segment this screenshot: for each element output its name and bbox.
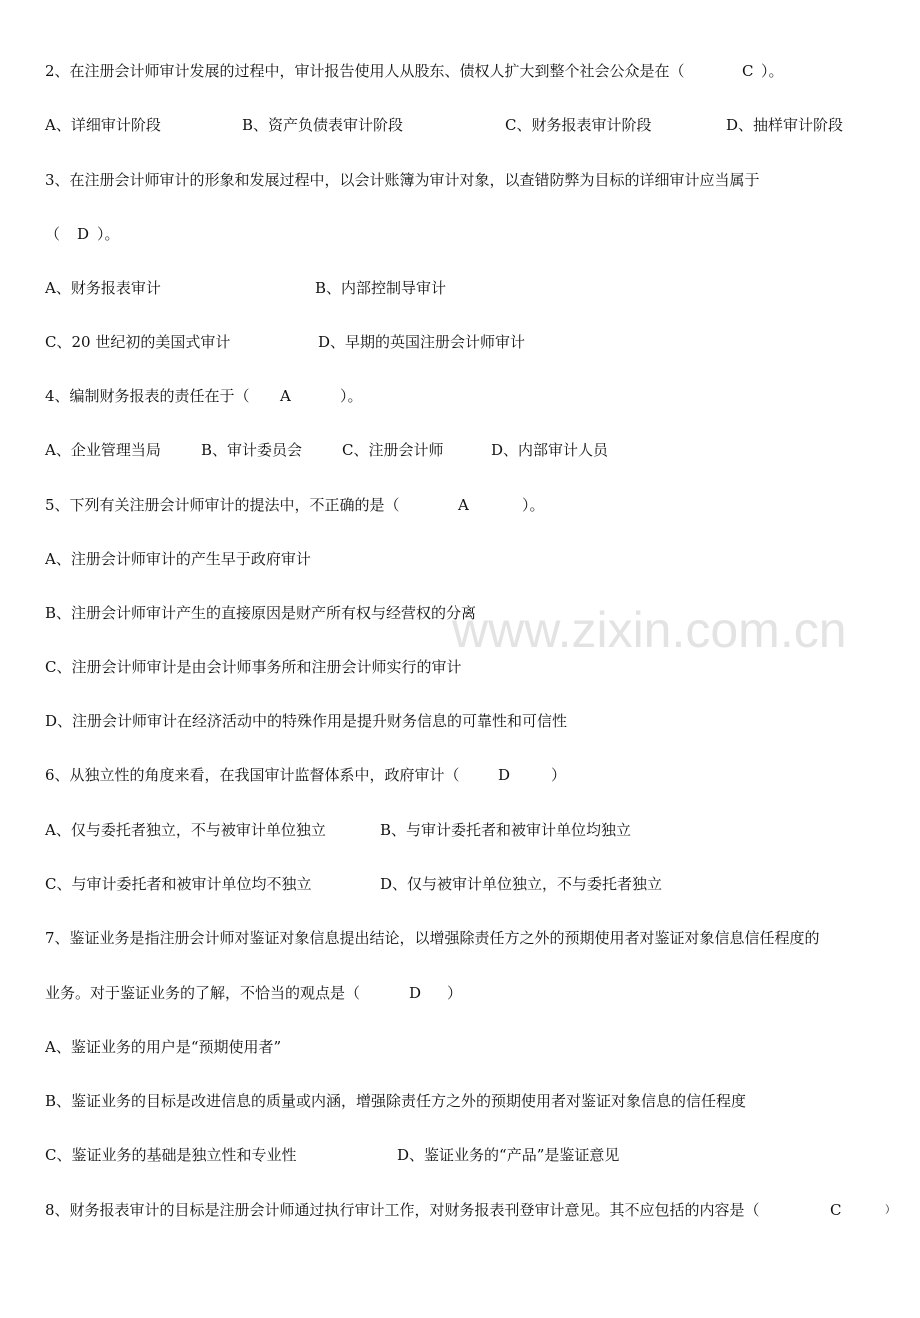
question-2-option-c: C、财务报表审计阶段 [505,116,652,134]
question-7-option-b: B、鉴证业务的目标是改进信息的质量或内涵，增强除责任方之外的预期使用者对鉴证对象信息的信任程度 [45,1092,747,1110]
question-2-option-b: B、资产负债表审计阶段 [242,116,404,134]
question-3-stem-line [45,168,760,192]
question-6-option-b: B、与审计委托者和被审计单位均独立 [380,821,632,839]
question-3-option-b: B、内部控制导审计 [315,279,447,297]
question-5-option-c-line [45,655,462,679]
question-4-option-b: B、审计委员会 [201,441,303,459]
question-5-stem: 5、下列有关注册会计师审计的提法中，不正确的是（ [45,496,400,514]
question-3-option-c: C、20 世纪初的美国式审计 [45,333,231,351]
watermark: www.zixin.com.cn [452,602,847,658]
question-6-option-d: D、仅与被审计单位独立，不与委托者独立 [380,875,663,893]
question-7-option-a-line [45,1035,282,1059]
question-4-option-a: A、企业管理当局 [45,441,161,459]
question-5-option-a-line [45,547,311,571]
question-3-option-a: A、财务报表审计 [45,279,161,297]
question-7-options-line-cd [45,1143,620,1167]
question-3-open: （ [45,225,61,243]
question-4-stem: 4、编制财务报表的责任在于（ [45,387,250,405]
question-5-answer: A [458,496,469,514]
question-4-options-line [45,438,609,462]
question-6-options-line-2 [45,872,663,896]
question-3-close: ）。 [97,225,120,243]
question-3-stem: 3、在注册会计师审计的形象和发展过程中，以会计账簿为审计对象，以查错防弊为目标的详细审计应当属于 [45,171,760,189]
question-8-stem: 8、财务报表审计的目标是注册会计师通过执行审计工作，对财务报表刊登审计意见。其不应包括的内容是（ [45,1201,760,1219]
question-4-stem-line [45,384,363,408]
question-5-option-b-line [45,601,477,625]
question-6-option-a: A、仅与委托者独立，不与被审计单位独立 [45,821,326,839]
question-7-option-a: A、鉴证业务的用户是“预期使用者” [45,1038,282,1056]
question-2-option-a: A、详细审计阶段 [45,116,161,134]
question-6-stem-line [45,763,567,787]
question-7-stem-line-2 [45,981,463,1005]
question-7-option-c: C、鉴证业务的基础是独立性和专业性 [45,1146,297,1164]
question-8-stem-line [45,1198,896,1222]
question-2-answer: C [742,62,754,80]
question-3-option-d: D、早期的英国注册会计师审计 [318,333,526,351]
question-2-close: ）。 [761,62,784,80]
question-3-options-line-1 [45,276,447,300]
question-6-stem: 6、从独立性的角度来看，在我国审计监督体系中，政府审计（ [45,766,460,784]
question-8-answer: C [830,1201,842,1219]
question-2-options-line [45,113,844,137]
question-7-answer: D [409,984,422,1002]
question-5-option-a: A、注册会计师审计的产生早于政府审计 [45,550,311,568]
question-7-stem-continued: 业务。对于鉴证业务的了解，不恰当的观点是（ [45,984,361,1002]
question-7-option-d: D、鉴证业务的“产品”是鉴证意见 [397,1146,620,1164]
question-5-stem-line [45,493,545,517]
question-3-answer-line [45,222,120,246]
question-3-options-line-2 [45,330,526,354]
question-6-option-c: C、与审计委托者和被审计单位均不独立 [45,875,312,893]
question-5-option-d: D、注册会计师审计在经济活动中的特殊作用是提升财务信息的可靠性和可信性 [45,712,568,730]
question-2-stem: 2、在注册会计师审计发展的过程中，审计报告使用人从股东、债权人扩大到整个社会公众是在（ [45,62,685,80]
question-7-option-b-line [45,1089,747,1113]
question-5-close: ）。 [522,496,545,514]
question-6-answer: D [498,766,511,784]
question-7-close: ） [447,984,463,1002]
question-7-stem: 7、鉴证业务是指注册会计师对鉴证对象信息提出结论，以增强除责任方之外的预期使用者对鉴证对象信息信任程度的 [45,929,820,947]
question-4-close: ）。 [340,387,363,405]
question-5-option-d-line [45,709,568,733]
question-6-options-line-1 [45,818,632,842]
question-4-answer: A [280,387,291,405]
question-2-stem-line [45,59,784,83]
question-6-close: ） [551,766,567,784]
question-4-option-c: C、注册会计师 [342,441,444,459]
question-5-option-c: C、注册会计师审计是由会计师事务所和注册会计师实行的审计 [45,658,462,676]
question-8-close: ） [885,1204,896,1216]
question-4-option-d: D、内部审计人员 [491,441,609,459]
question-3-answer: D [77,225,90,243]
question-7-stem-line-1 [45,926,820,950]
question-5-option-b: B、注册会计师审计产生的直接原因是财产所有权与经营权的分离 [45,604,477,622]
question-2-option-d: D、抽样审计阶段 [726,116,844,134]
